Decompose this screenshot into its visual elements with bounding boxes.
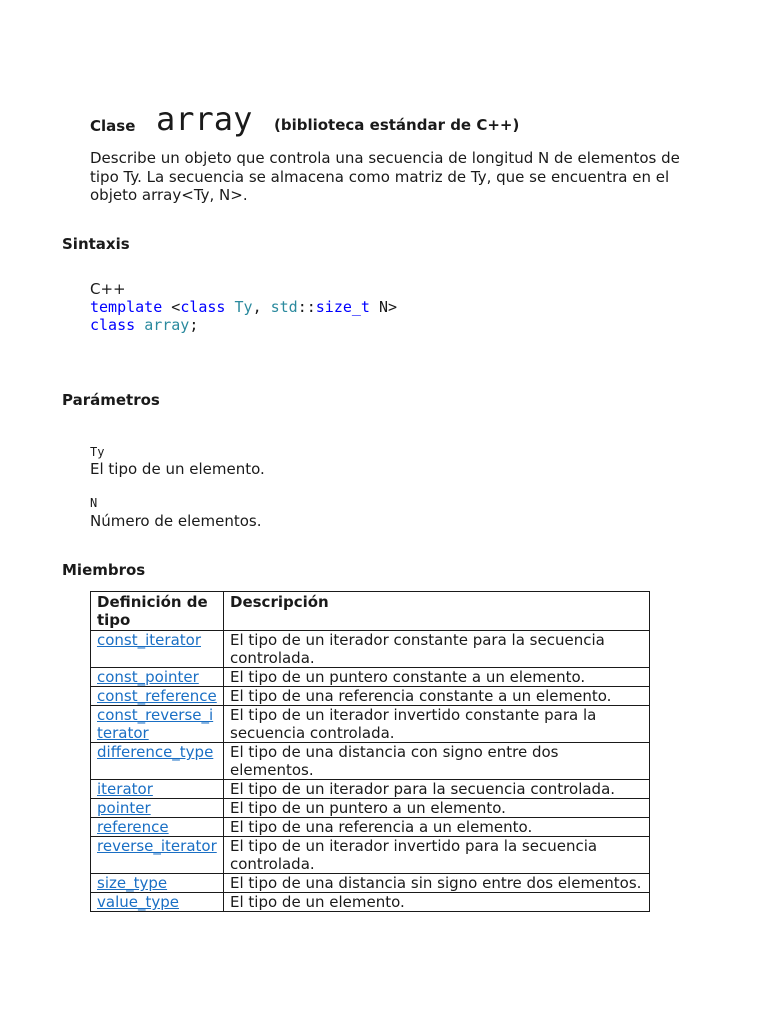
code-token: Ty xyxy=(234,298,253,316)
code-token: size_t xyxy=(315,298,370,316)
parameter-name: Ty xyxy=(90,445,105,459)
code-token xyxy=(135,316,144,334)
table-row xyxy=(91,893,650,912)
table-row xyxy=(91,818,650,837)
member-description: El tipo de una referencia constante a un elemento. xyxy=(224,687,650,706)
member-description: El tipo de un iterador invertido constante para la secuencia controlada. xyxy=(224,706,650,743)
title-prefix: Clase xyxy=(90,117,136,135)
table-row xyxy=(91,743,650,780)
member-link-const-reference[interactable]: const_reference xyxy=(97,687,217,705)
table-row xyxy=(91,687,650,706)
member-description: El tipo de un elemento. xyxy=(224,893,650,912)
member-description: El tipo de una distancia sin signo entre dos elementos. xyxy=(224,874,650,893)
column-header-typedef: Definición de tipo xyxy=(91,592,224,631)
member-description: El tipo de un iterador invertido para la secuencia controlada. xyxy=(224,837,650,874)
members-heading: Miembros xyxy=(62,561,146,579)
member-link-size-type[interactable]: size_type xyxy=(97,874,168,892)
code-token: class xyxy=(180,298,226,316)
member-description: El tipo de un puntero a un elemento. xyxy=(224,799,650,818)
title-suffix: (biblioteca estándar de C++) xyxy=(274,116,520,134)
member-link-value-type[interactable]: value_type xyxy=(97,893,179,911)
member-link-pointer[interactable]: pointer xyxy=(97,799,151,817)
member-link-const-pointer[interactable]: const_pointer xyxy=(97,668,199,686)
column-header-description: Descripción xyxy=(224,592,650,631)
members-table xyxy=(90,591,650,912)
code-token: array xyxy=(144,316,190,334)
syntax-code-block xyxy=(90,280,397,334)
member-description: El tipo de un puntero constante a un elemento. xyxy=(224,668,650,687)
syntax-heading: Sintaxis xyxy=(62,235,130,253)
code-token xyxy=(225,298,234,316)
code-token: std xyxy=(270,298,298,316)
member-link-iterator[interactable]: iterator xyxy=(97,780,153,798)
table-row xyxy=(91,668,650,687)
code-language-label: C++ xyxy=(90,280,126,298)
code-token: :: xyxy=(297,298,316,316)
member-description: El tipo de una distancia con signo entre dos elementos. xyxy=(224,743,650,780)
member-link-difference-type[interactable]: difference_type xyxy=(97,743,214,761)
table-row xyxy=(91,799,650,818)
table-row xyxy=(91,780,650,799)
title-class-name: array xyxy=(156,100,253,138)
member-description: El tipo de un iterador constante para la secuencia controlada. xyxy=(224,631,650,668)
parameter-name: N xyxy=(90,496,98,510)
parameter-description: El tipo de un elemento. xyxy=(90,460,265,478)
member-link-const-iterator[interactable]: const_iterator xyxy=(97,631,201,649)
code-token: < xyxy=(162,298,181,316)
member-link-reverse-iterator[interactable]: reverse_iterator xyxy=(97,837,217,855)
table-row xyxy=(91,706,650,743)
table-row xyxy=(91,837,650,874)
code-token: class xyxy=(90,316,136,334)
table-row xyxy=(91,874,650,893)
code-token: ; xyxy=(189,316,199,334)
table-row xyxy=(91,631,650,668)
member-link-const-reverse-iterator[interactable]: const_reverse_iterator xyxy=(97,706,214,742)
member-description: El tipo de una referencia a un elemento. xyxy=(224,818,650,837)
class-description: Describe un objeto que controla una secuencia de longitud N de elementos de tipo Ty. La secuencia se almacena como matriz de Ty, que se encuentra en el objeto array<Ty, N>. xyxy=(90,149,680,204)
parameters-heading: Parámetros xyxy=(62,391,160,409)
member-link-reference[interactable]: reference xyxy=(97,818,169,836)
code-token: template xyxy=(90,298,163,316)
code-token: N> xyxy=(369,298,398,316)
parameter-description: Número de elementos. xyxy=(90,512,262,530)
member-description: El tipo de un iterador para la secuencia controlada. xyxy=(224,780,650,799)
table-header-row xyxy=(91,592,650,631)
code-token: , xyxy=(252,298,271,316)
